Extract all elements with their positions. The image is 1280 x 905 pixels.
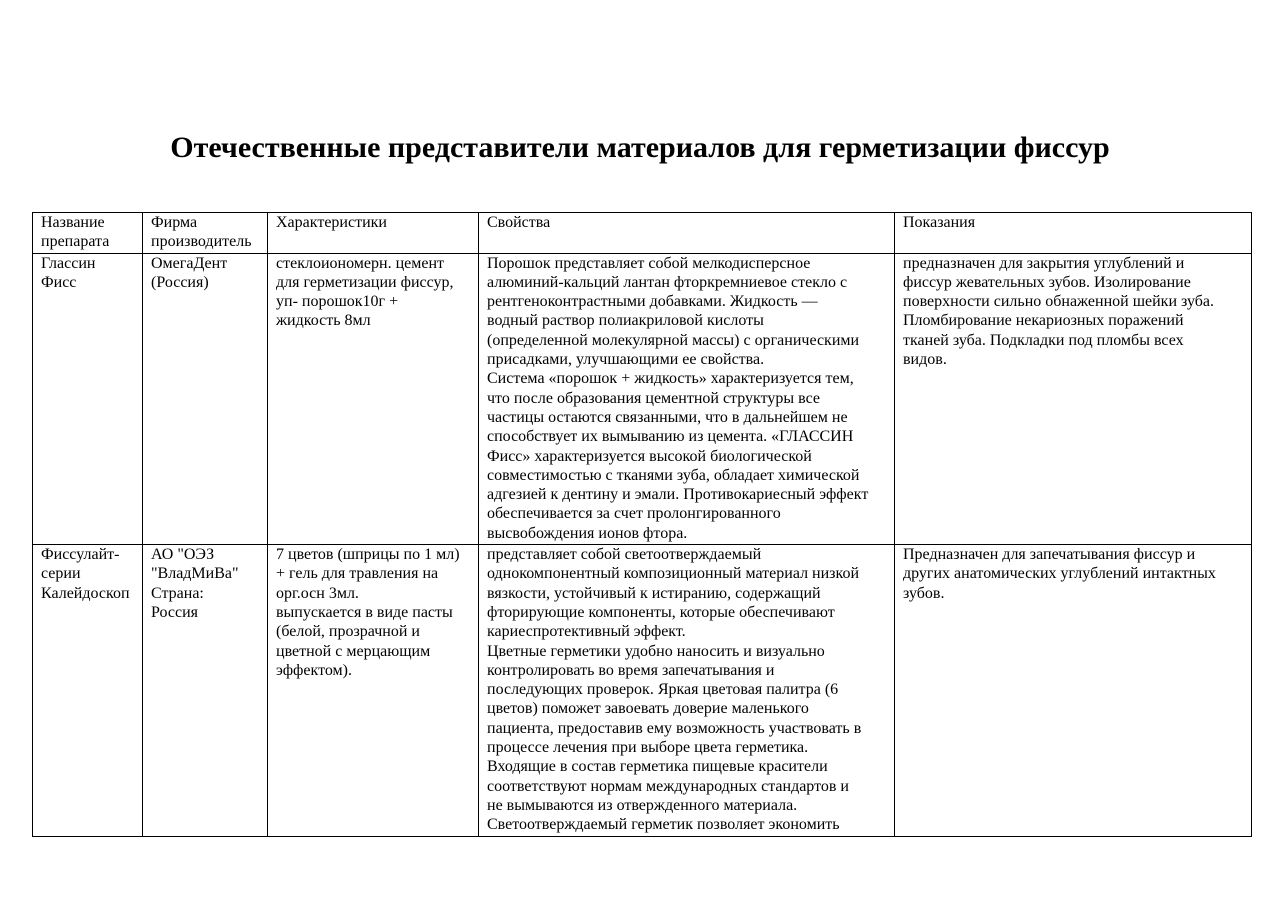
header-properties: Свойства: [479, 213, 895, 254]
cell-indications: предназначен для закрытия углублений и фиссур жевательных зубов. Изолирование поверхности сильно обнаженной шейки зуба. Пломбирование некариозных поражений тканей зуба. Подкладки под пломбы всех видов.: [895, 253, 1252, 544]
cell-name: Глассин Фисс: [33, 253, 143, 544]
cell-properties: Порошок представляет собой мелкодисперсное алюминий-кальций лантан фторкремниевое стекло с рентгеноконтрастными добавками. Жидкость — водный раствор полиакриловой кислоты (определенной молекулярной массы) с органическими присадками, улучшающими ее свойства. Система «порошок + жидкость» характеризуется тем, что после образования цементной структуры все частицы остаются связанными, что в дальнейшем не способствует их вымыванию из цемента. «ГЛАССИН Фисс» характеризуется высокой биологической совместимостью с тканями зуба, обладает химической адгезией к дентину и эмали. Противокариесный эффект обеспечивается за счет пролонгированного высвобождения ионов фтора.: [479, 253, 895, 544]
table-row: [33, 545, 1252, 836]
table-row: [33, 253, 1252, 544]
header-characteristics: Характеристики: [268, 213, 479, 254]
cell-manufacturer: АО "ОЭЗ "ВладМиВа" Страна: Россия: [143, 545, 268, 836]
header-indications: Показания: [895, 213, 1252, 254]
cell-indications: Предназначен для запечатывания фиссур и других анатомических углублений интактных зубов.: [895, 545, 1252, 836]
cell-properties: представляет собой светоотверждаемый однокомпонентный композиционный материал низкой вязкости, устойчивый к истиранию, содержащий фторирующие компоненты, которые обеспечивают кариеспротективный эффект. Цветные герметики удобно наносить и визуально контролировать во время запечатывания и последующих проверок. Яркая цветовая палитра (6 цветов) поможет завоевать доверие маленького пациента, предоставив ему возможность участвовать в процессе лечения при выборе цвета герметика. Входящие в состав герметика пищевые красители соответствуют нормам международных стандартов и не вымываются из отвержденного материала. Светоотверждаемый герметик позволяет экономить: [479, 545, 895, 836]
header-name: Название препарата: [33, 213, 143, 254]
cell-characteristics: стеклоиономерн. цемент для герметизации фиссур, уп- порошок10г + жидкость 8мл: [268, 253, 479, 544]
table-header-row: [33, 213, 1252, 254]
materials-table: [32, 212, 1252, 837]
header-manufacturer: Фирма производитель: [143, 213, 268, 254]
cell-characteristics: 7 цветов (шприцы по 1 мл) + гель для травления на орг.осн 3мл. выпускается в виде пасты (белой, прозрачной и цветной с мерцающим эффектом).: [268, 545, 479, 836]
cell-name: Фиссулайт- серии Калейдоскоп: [33, 545, 143, 836]
cell-manufacturer: ОмегаДент (Россия): [143, 253, 268, 544]
page-title: Отечественные представители материалов для герметизации фиссур: [170, 131, 1110, 164]
